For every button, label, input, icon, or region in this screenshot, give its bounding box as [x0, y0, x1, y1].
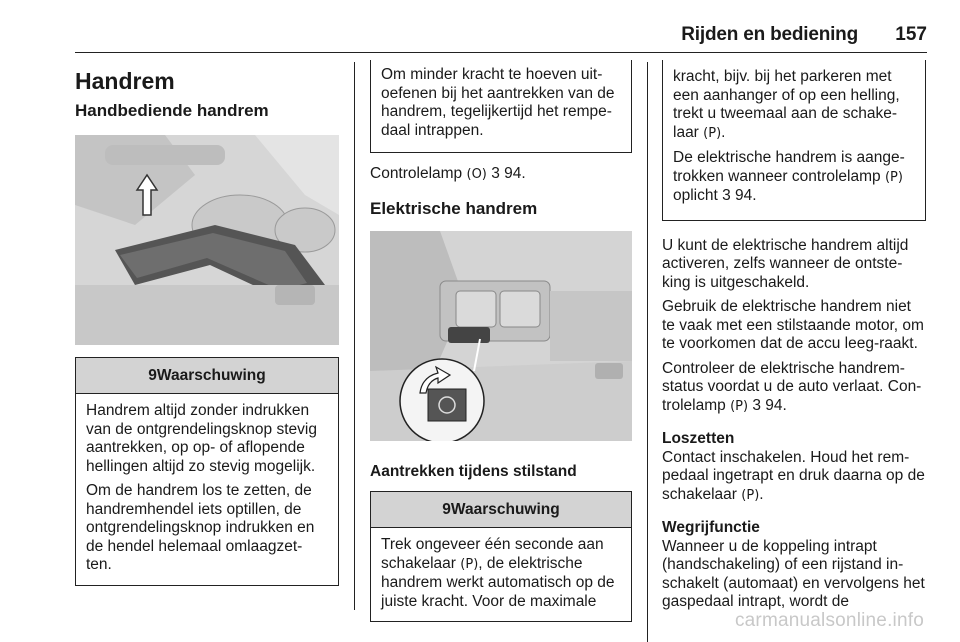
parking-brake-icon: (P) — [741, 487, 760, 503]
subsection-title: Handbediende handrem — [75, 101, 269, 120]
running-head: Rijden en bediening — [681, 24, 858, 45]
parking-brake-icon: (P) — [884, 169, 903, 185]
section-title: Handrem — [75, 68, 175, 94]
body-paragraph: Wanneer u de koppeling intrapt (handschakeling) of een rijstand in-schakelt (automaat) en vervolgens het gaspedaal intrapt, wordt de — [662, 537, 925, 610]
body-paragraph: Controleer de elektrische handrem-status voordat u de auto verlaat. Con-trolelamp (P) 3 94. — [662, 359, 922, 414]
brake-warning-icon: (O) — [466, 167, 487, 182]
photo-caption: Aantrekken tijdens stilstand — [370, 462, 577, 480]
warning-icon: 9 — [148, 367, 157, 384]
warning-paragraph: De elektrische handrem is aange-trokken wanneer controlelamp (P) oplicht 3 94. — [673, 149, 905, 204]
column-1 — [75, 62, 339, 586]
page-number: 157 — [895, 24, 927, 45]
continued-warning-box — [662, 60, 926, 221]
warning-title: Waarschuwing — [156, 367, 266, 384]
manual-handbrake-photo — [75, 135, 339, 345]
warning-paragraph: kracht, bijv. bij het parkeren met een aanhanger of op een helling, trekt u tweemaal aan de schake-laar (P). — [673, 68, 900, 141]
body-paragraph: Gebruik de elektrische handrem niet te vaak met een stilstaande motor, om te voorkomen dat de accu leeg-raakt. — [662, 298, 924, 352]
warning-title: Waarschuwing — [450, 501, 560, 518]
body-paragraph: Contact inschakelen. Houd het rem-pedaal ingetrapt en druk daarna op de schakelaar (P). — [662, 448, 925, 503]
warning-header — [371, 492, 631, 528]
page-reference: 3 94. — [722, 187, 757, 204]
warning-icon: 9 — [442, 501, 451, 518]
warning-paragraph: Trek ongeveer één seconde aan schakelaar (P), de elektrische handrem werkt automatisch op de juiste kracht. Voor de maximale — [381, 536, 615, 610]
page-reference: 3 94. — [491, 165, 526, 182]
column-3 — [662, 62, 926, 618]
column-2 — [370, 62, 632, 622]
column-divider — [647, 62, 648, 642]
column-divider — [354, 62, 355, 610]
parking-brake-icon: (P) — [703, 125, 722, 141]
paragraph-heading: Loszetten — [662, 430, 735, 447]
body-paragraph: U kunt de elektrische handrem altijd activeren, zelfs wanneer de ontste-king is uitgeschakeld. — [662, 236, 909, 291]
paragraph-heading: Wegrijfunctie — [662, 519, 760, 536]
electric-brake-illustration — [370, 231, 632, 441]
note-paragraph: Om minder kracht te hoeven uit-oefenen bij het aantrekken van de handrem, tegelijkertijd het rempe-daal intrappen. — [381, 66, 615, 139]
continued-note-box — [370, 60, 632, 153]
warning-box — [75, 357, 339, 586]
page-reference: 3 94. — [752, 396, 787, 414]
controlelamp-reference: Controlelamp (O) 3 94. — [370, 165, 526, 182]
warning-paragraph: Om de handrem los te zetten, de handremhendel iets optillen, de ontgrendelingsknop indrukken en de hendel helemaal omlaagzet-ten. — [86, 482, 315, 573]
manual-handbrake-illustration — [75, 135, 339, 345]
subsection-title: Elektrische handrem — [370, 198, 538, 218]
warning-paragraph: Handrem altijd zonder indrukken van de ontgrendelingsknop stevig aantrekken, op op- of aflopende hellingen altijd zo stevig mogelijk. — [86, 402, 317, 475]
watermark: carmanualsonline.info — [734, 610, 924, 631]
warning-header — [76, 358, 338, 394]
warning-body — [76, 394, 338, 585]
parking-brake-icon: (P) — [730, 398, 749, 414]
warning-box — [370, 491, 632, 622]
header-rule — [75, 52, 927, 53]
parking-brake-icon: (P) — [460, 556, 479, 572]
electric-parking-brake-photo — [370, 231, 632, 441]
warning-body — [371, 528, 631, 621]
